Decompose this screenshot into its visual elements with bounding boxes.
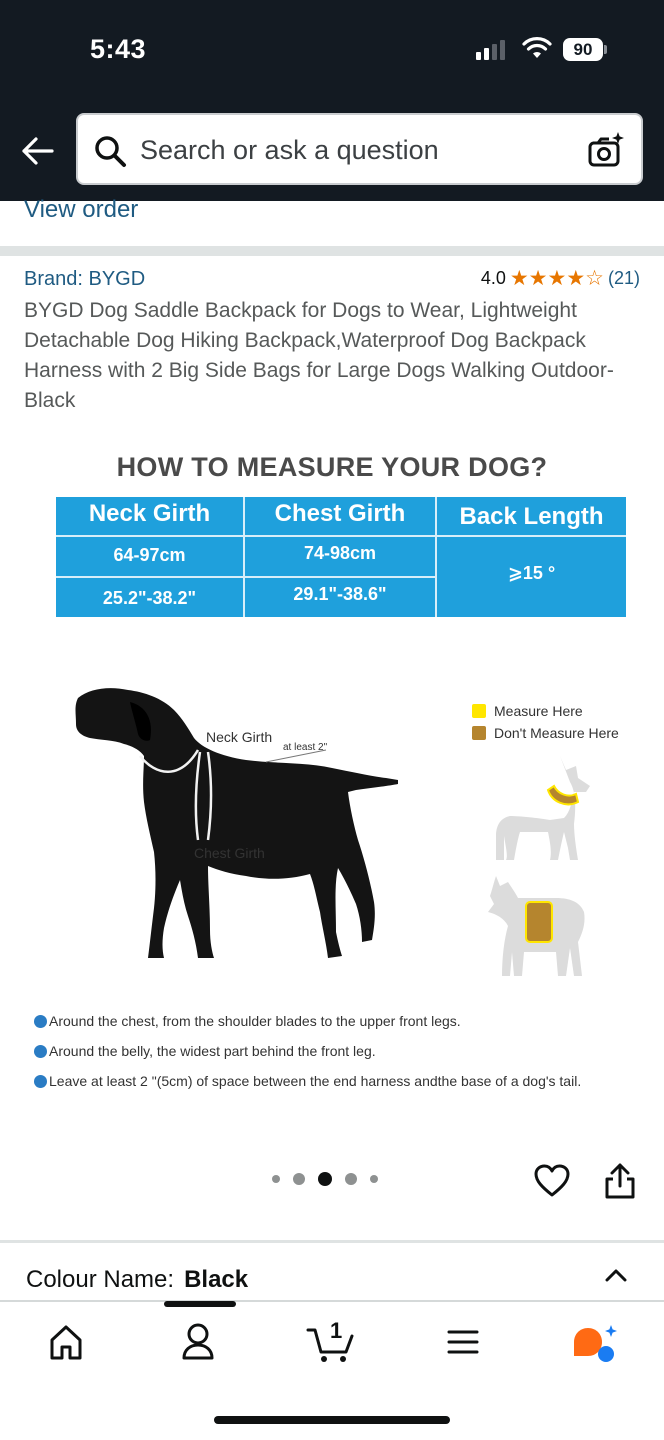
wifi-icon (522, 36, 552, 60)
chest-girth-label: Chest Girth (194, 845, 265, 861)
back-arrow-icon[interactable] (20, 135, 54, 167)
carousel-dot[interactable] (293, 1173, 305, 1185)
cart-count-badge: 1 (330, 1318, 343, 1343)
size-table (56, 497, 626, 617)
bullet-icon (34, 1015, 47, 1028)
bullet-icon (34, 1075, 47, 1088)
table-cell-neck-cm: 64-97cm (113, 545, 186, 565)
table-divider (56, 535, 626, 537)
search-input[interactable] (76, 113, 643, 185)
table-cell-chest-cm: 74-98cm (303, 543, 377, 563)
battery-indicator: 90 (563, 38, 603, 61)
instruction-text: Leave at least 2 "(5cm) of space between the end harness andthe base of a dog's tail. (49, 1073, 582, 1089)
ai-assistant-icon[interactable] (570, 1322, 618, 1366)
instruction-text: Around the belly, the widest part behind the front leg. (49, 1043, 376, 1059)
yellow-swatch (472, 704, 486, 718)
share-icon[interactable] (604, 1162, 636, 1200)
neck-girth-label: Neck Girth (206, 729, 273, 745)
rating-count: (21) (607, 268, 640, 288)
header-bar (0, 0, 664, 201)
colour-selector[interactable] (26, 1266, 248, 1294)
table-header-chest: Chest Girth (274, 500, 406, 527)
view-order-link[interactable]: View order (24, 196, 139, 223)
colour-value: Black (184, 1266, 249, 1293)
section-divider (0, 1240, 664, 1243)
table-header-back: Back Length (459, 503, 604, 530)
gap-label: at least 2" (283, 742, 328, 753)
account-icon[interactable] (180, 1322, 216, 1362)
dog-neck-example-illustration (490, 752, 598, 864)
star-rating-icon: ★★★★☆ (509, 267, 604, 290)
legend (472, 700, 619, 744)
instruction-text: Around the chest, from the shoulder blades to the upper front legs. (49, 1013, 461, 1029)
chevron-up-icon[interactable] (604, 1266, 628, 1284)
list-item (34, 1066, 581, 1096)
carousel-dot-active[interactable] (318, 1172, 332, 1186)
status-time: 5:43 (90, 34, 147, 64)
image-heading: HOW TO MEASURE YOUR DOG? (116, 452, 548, 482)
colour-label: Colour Name: (26, 1266, 175, 1293)
table-cell-chest-in: 29.1"-38.6" (293, 584, 387, 604)
table-cell-back: ⩾15 ° (507, 563, 556, 583)
dog-chest-example-illustration (486, 872, 590, 982)
carousel-dot[interactable] (272, 1175, 280, 1183)
bullet-icon (34, 1045, 47, 1058)
legend-item-measure (472, 700, 619, 722)
list-item (34, 1006, 581, 1036)
rating-value: 4.0 (480, 268, 506, 288)
camera-search-icon[interactable] (587, 131, 625, 169)
cellular-signal-icon (476, 38, 510, 60)
legend-label: Measure Here (494, 703, 583, 719)
active-tab-indicator (164, 1301, 236, 1307)
table-cell-neck-in: 25.2"-38.2" (102, 588, 197, 608)
heart-icon[interactable] (534, 1164, 570, 1198)
home-icon[interactable] (48, 1322, 84, 1362)
menu-icon[interactable] (446, 1322, 480, 1362)
carousel-dot[interactable] (370, 1175, 378, 1183)
search-placeholder: Search or ask a question (140, 135, 439, 165)
table-header-neck: Neck Girth (88, 500, 211, 527)
carousel-pagination[interactable] (272, 1172, 391, 1186)
rating-summary[interactable] (481, 266, 640, 291)
battery-tip (604, 45, 607, 54)
dog-silhouette-illustration (70, 680, 410, 970)
carousel-dot[interactable] (345, 1173, 357, 1185)
home-indicator[interactable] (214, 1416, 450, 1424)
search-icon (94, 135, 128, 169)
brown-swatch (472, 726, 486, 740)
measure-instructions (34, 1006, 581, 1096)
product-title: BYGD Dog Saddle Backpack for Dogs to Wear, Lightweight Detachable Dog Hiking Backpack,Waterproof Dog Backpack Harness with 2 Big Side Bags for Large Dogs Walking Outdoor-Black (24, 299, 614, 412)
section-divider (0, 246, 664, 256)
table-divider (56, 576, 436, 578)
cart-button[interactable] (306, 1318, 358, 1366)
list-item (34, 1036, 581, 1066)
brand-link[interactable]: Brand: BYGD (24, 268, 146, 290)
legend-item-dont-measure (472, 722, 619, 744)
legend-label: Don't Measure Here (494, 725, 619, 741)
